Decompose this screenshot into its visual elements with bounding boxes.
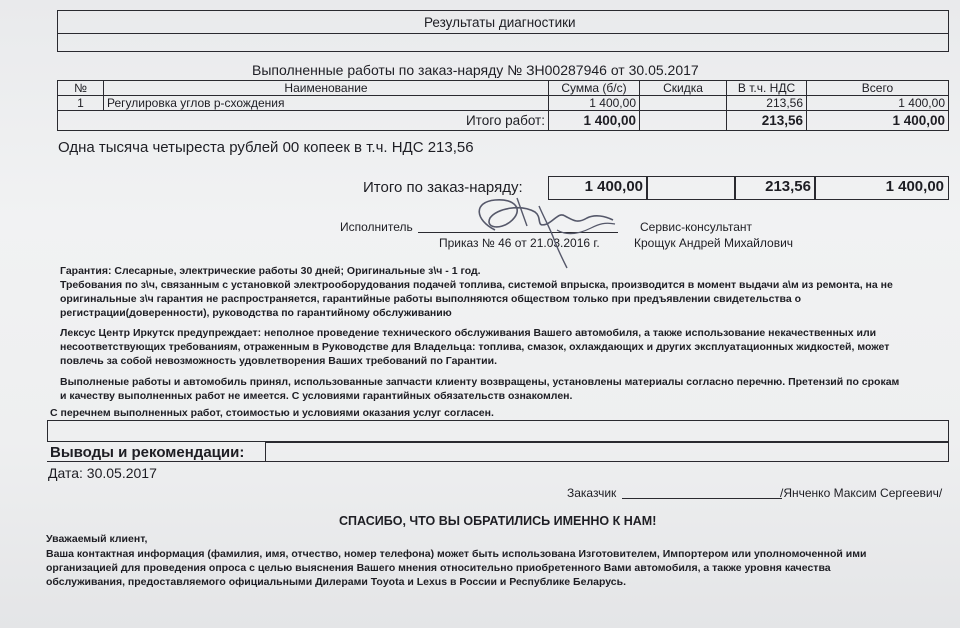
closing-line-1: Ваша контактная информация (фамилия, имя, отчество, номер телефона) может быть использована Изготовителем, Импортером или уполномоченной ими <box>46 548 867 560</box>
amount-in-words: Одна тысяча четыреста рублей 00 копеек в т.ч. НДС 213,56 <box>58 139 474 156</box>
conclusions-label: Выводы и рекомендации: <box>50 444 245 461</box>
warranty-line-4: регистрации(доверенности), руководства по гарантийному обслуживанию <box>60 307 452 319</box>
row-num: 1 <box>58 96 104 111</box>
document-date: Дата: 30.05.2017 <box>48 465 157 481</box>
notice-line-1: Лексус Центр Иркутск предупреждает: неполное проведение технического обслуживания Вашего автомобиля, а также использование некачественных или <box>60 327 877 339</box>
closing-greeting: Уважаемый клиент, <box>46 533 148 545</box>
col-num: № <box>58 81 104 96</box>
order-total-total: 1 400,00 <box>814 176 949 200</box>
row-total: 1 400,00 <box>807 96 949 111</box>
subtotal-sum: 1 400,00 <box>549 111 640 131</box>
col-vat: В т.ч. НДС <box>727 81 807 96</box>
table-header-row <box>58 81 949 96</box>
col-name: Наименование <box>104 81 549 96</box>
executor-label: Исполнитель <box>340 220 413 234</box>
acceptance-line-1: Выполненые работы и автомобиль принял, использованные запчасти клиенту возвращены, установлены материалы согласно перечню. Претензий по срокам <box>60 376 900 388</box>
warranty-line-2: Требования по з\ч, связанным с установкой электрооборудования подачей топлива, системой впрыска, производится в момент выдачи а\м из ремонта, на не <box>60 279 893 291</box>
order-total-vat: 213,56 <box>734 176 816 200</box>
col-total: Всего <box>807 81 949 96</box>
remarks-box <box>47 420 949 442</box>
subtotal-row <box>58 111 949 131</box>
subtotal-total: 1 400,00 <box>807 111 949 131</box>
conclusions-box <box>265 442 949 462</box>
row-vat: 213,56 <box>727 96 807 111</box>
row-sum: 1 400,00 <box>549 96 640 111</box>
col-sum: Сумма (б/с) <box>549 81 640 96</box>
subtotal-discount <box>640 111 727 131</box>
thanks-message: СПАСИБО, ЧТО ВЫ ОБРАТИЛИСЬ ИМЕННО К НАМ! <box>339 514 657 528</box>
notice-line-2: несоответствующих требованиям, отраженным в Руководстве для Владельца: топлива, смазок, охлаждающих и других эксплуатационных жидкостей, может <box>60 341 890 353</box>
closing-line-3: обслуживания, предоставляемого официальными Дилерами Toyota и Lexus в России и Республике Беларусь. <box>46 576 627 588</box>
order-reference: Приказ № 46 от 21.03.2016 г. <box>439 236 600 250</box>
acceptance-line-3: С перечнем выполненных работ, стоимостью и условиями оказания услуг согласен. <box>50 407 494 419</box>
consultant-role: Сервис-консультант <box>640 220 752 234</box>
table-row <box>58 96 949 111</box>
subtotal-label: Итого работ: <box>58 111 549 131</box>
order-total-label: Итого по заказ-наряду: <box>363 179 523 196</box>
warranty-line-3: оригинальные з\ч гарантия не распространяется, гарантийные работы выполняются обществом только при предъявлении свидетельства о <box>60 293 802 305</box>
conclusions-underline <box>47 461 267 462</box>
notice-line-3: повлечь за собой невозможность удовлетворения Ваших требований по Гарантии. <box>60 355 497 367</box>
works-title: Выполненные работы по заказ-наряду № ЗН00287946 от 30.05.2017 <box>252 62 699 78</box>
subtotal-vat: 213,56 <box>727 111 807 131</box>
order-total-sum: 1 400,00 <box>548 176 648 200</box>
consultant-name: Крощук Андрей Михайлович <box>634 236 794 250</box>
row-name: Регулировка углов р-схождения <box>104 96 549 111</box>
executor-signature <box>455 190 625 275</box>
customer-signature-line <box>622 498 782 499</box>
acceptance-line-2: и качеству выполненных работ не имеется. С условиями гарантийных обязательств ознакомлен. <box>60 390 573 402</box>
order-total-discount <box>646 176 736 200</box>
customer-name: /Янченко Максим Сергеевич/ <box>780 486 943 500</box>
customer-label: Заказчик <box>567 486 617 500</box>
col-discount: Скидка <box>640 81 727 96</box>
closing-line-2: организацией для проведения опроса с целью выяснения Вашего мнения относительно приобретенного Вами автомобиля, а также уровня качества <box>46 562 831 574</box>
row-discount <box>640 96 727 111</box>
warranty-line-1: Гарантия: Слесарные, электрические работы 30 дней; Оригинальные з\ч - 1 год. <box>60 265 481 277</box>
diagnostics-title: Результаты диагностики <box>424 15 576 30</box>
works-table <box>57 80 949 131</box>
